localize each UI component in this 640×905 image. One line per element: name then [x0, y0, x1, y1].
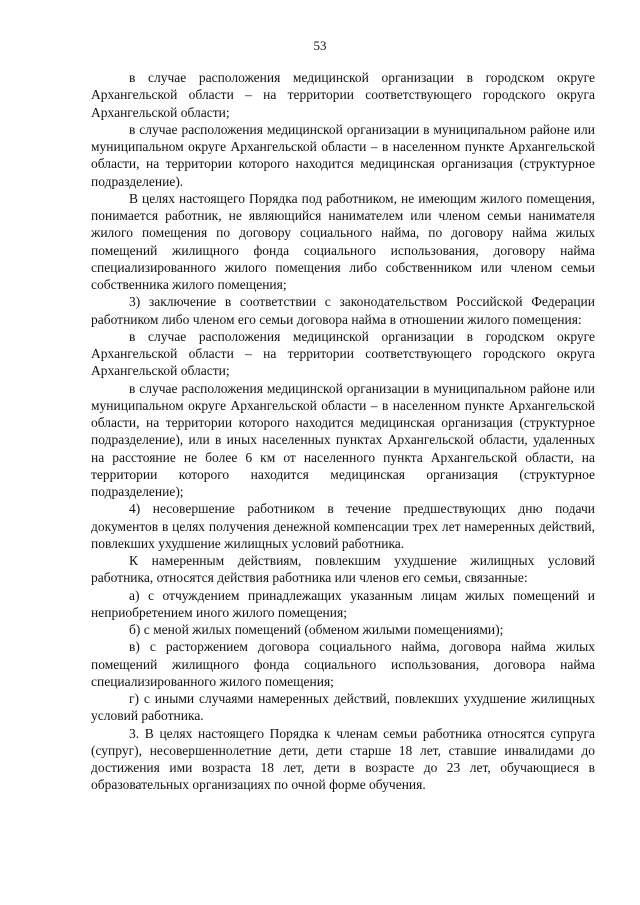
paragraph: 4) несовершение работником в течение предшествующих дню подачи документов в целях получения денежной компенсации трех лет намеренных действий, повлекших ухудшение жилищных условий работника.	[91, 501, 595, 551]
paragraph: г) с иными случаями намеренных действий, повлекших ухудшение жилищных условий работника.	[91, 691, 595, 724]
paragraph: а) с отчуждением принадлежащих указанным лицам жилых помещений и неприобретением иного жилого помещения;	[91, 587, 595, 620]
paragraph: в случае расположения медицинской организации в городском округе Архангельской области – на территории соответствующего городского округа Архангельской области;	[91, 328, 595, 379]
paragraph: в случае расположения медицинской организации в муниципальном районе или муниципальном округе Архангельской области – в населенном пункте Архангельской области, на территории которого находится медицинская организация (структурное подразделение).	[91, 121, 595, 189]
paragraph: 3. В целях настоящего Порядка к членам семьи работника относятся супруга (супруг), несовершеннолетние дети, дети старше 18 лет, ставшие инвалидами до достижения ими возраста 18 лет, дети в возрасте до 23 лет, обучающиеся в образовательных организациях по очной форме обучения.	[91, 725, 595, 793]
paragraph: В целях настоящего Порядка под работником, не имеющим жилого помещения, понимается работник, не являющийся нанимателем или членом семьи нанимателя жилого помещения по договору социального найма, по договору найма жилых помещений жилищного фонда социального использования, договору найма специализированного жилого помещения либо собственником или членом семьи собственника жилого помещения;	[91, 190, 595, 292]
paragraph: в случае расположения медицинской организации в муниципальном районе или муниципальном округе Архангельской области – в населенном пункте Архангельской области, на территории которого находится медицинская организация (структурное подразделение), или в иных населенных пунктах Архангельской области, удаленных на расстояние не более 6 км от населенного пункта Архангельской области, на территории которого находится медицинская организация (структурное подразделение);	[91, 380, 595, 499]
paragraph: в случае расположения медицинской организации в городском округе Архангельской области – на территории соответствующего городского округа Архангельской области;	[91, 70, 595, 120]
paragraph: 3) заключение в соответствии с законодательством Российской Федерации работником либо членом его семьи договора найма в отношении жилого помещения:	[91, 294, 595, 327]
body-text	[91, 69, 595, 794]
page-number: 53	[313, 38, 327, 53]
paragraph: К намеренным действиям, повлекшим ухудшение жилищных условий работника, относятся действия работника или членов его семьи, связанные:	[91, 553, 595, 586]
paragraph: в) с расторжением договора социального найма, договора найма жилых помещений жилищного фонда социального использования, договора найма специализированного жилого помещения;	[91, 639, 595, 689]
paragraph: б) с меной жилых помещений (обменом жилыми помещениями);	[129, 622, 504, 637]
